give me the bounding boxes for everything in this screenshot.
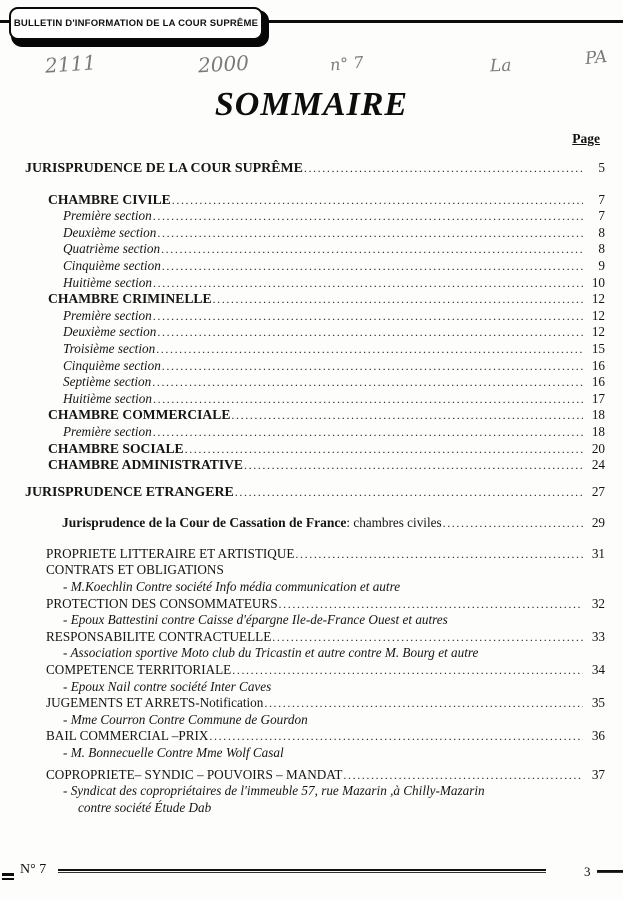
toc-list bbox=[25, 160, 605, 816]
toc-entry-label: CHAMBRE CRIMINELLE bbox=[48, 291, 212, 307]
toc-entry-label: - Association sportive Moto club du Tricastin et autre contre M. Bourg et autre bbox=[63, 645, 479, 661]
toc-entry-label: Septième section bbox=[63, 374, 152, 390]
dot-leader bbox=[213, 291, 583, 308]
dot-leader bbox=[153, 308, 583, 325]
toc-entry bbox=[25, 800, 605, 817]
bulletin-banner-label: BULLETIN D'INFORMATION DE LA COUR SUPRÊME bbox=[13, 18, 259, 29]
toc-entry bbox=[25, 515, 605, 532]
toc-entry-label: BAIL COMMERCIAL –PRIX bbox=[46, 728, 209, 744]
toc-entry-label: CHAMBRE SOCIALE bbox=[48, 440, 184, 456]
toc-entry-page: 27 bbox=[591, 483, 605, 499]
toc-entry bbox=[25, 484, 605, 502]
toc-entry-page: 29 bbox=[591, 515, 605, 531]
toc-entry bbox=[25, 612, 605, 629]
toc-entry-label: - Mme Courron Contre Commune de Gourdon bbox=[63, 711, 308, 727]
toc-entry bbox=[25, 358, 605, 375]
toc-entry-page: 15 bbox=[591, 340, 605, 356]
bulletin-banner bbox=[9, 7, 263, 40]
top-rule-right-segment bbox=[260, 20, 623, 23]
toc-entry-label: - Epoux Battestini contre Caisse d'épargne Ile-de-France Ouest et autres bbox=[63, 612, 448, 628]
dot-leader bbox=[162, 358, 583, 375]
toc-entry-label: Huitième section bbox=[63, 274, 152, 290]
toc-entry bbox=[25, 679, 605, 696]
dot-leader bbox=[272, 629, 583, 646]
toc-entry bbox=[25, 662, 605, 679]
toc-entry-label: Cinquième section bbox=[63, 257, 161, 273]
page-title: SOMMAIRE bbox=[214, 86, 409, 123]
toc-entry-label: PROTECTION DES CONSOMMATEURS bbox=[46, 595, 278, 611]
toc-entry bbox=[25, 208, 605, 225]
toc-entry bbox=[25, 341, 605, 358]
footer-rule-right bbox=[597, 870, 623, 873]
toc-entry bbox=[25, 275, 605, 292]
toc-entry bbox=[25, 546, 605, 563]
toc-entry-page: 8 bbox=[598, 224, 605, 240]
dot-leader bbox=[343, 767, 583, 784]
toc-entry-label: CONTRATS ET OBLIGATIONS bbox=[46, 562, 224, 578]
toc-entry-page: 8 bbox=[598, 241, 605, 257]
dot-leader bbox=[304, 160, 583, 177]
toc-entry bbox=[25, 374, 605, 391]
footer-left-mark bbox=[2, 873, 14, 880]
dot-leader bbox=[264, 695, 583, 712]
toc-entry bbox=[25, 596, 605, 613]
toc-entry-page: 7 bbox=[598, 191, 605, 207]
toc-entry-label: JURISPRUDENCE ETRANGERE bbox=[25, 484, 234, 500]
toc-entry-label: Deuxième section bbox=[63, 224, 157, 240]
footer-issue-number: N° 7 bbox=[20, 862, 47, 877]
dot-leader bbox=[443, 515, 583, 532]
toc-entry-label: contre société Étude Dab bbox=[78, 799, 212, 815]
toc-entry-page: 24 bbox=[591, 457, 605, 473]
toc-entry-page: 12 bbox=[591, 291, 605, 307]
dot-leader bbox=[244, 457, 583, 474]
toc-entry bbox=[25, 783, 605, 800]
toc-entry bbox=[25, 424, 605, 441]
toc-entry-label: JUGEMENTS ET ARRETS-Notification bbox=[46, 695, 264, 711]
toc-entry-label: RESPONSABILITE CONTRACTUELLE bbox=[46, 628, 272, 644]
dot-leader bbox=[172, 192, 583, 209]
toc-entry-label: COMPETENCE TERRITORIALE bbox=[46, 662, 232, 678]
toc-entry-label: Quatrième section bbox=[63, 241, 161, 257]
toc-entry bbox=[25, 192, 605, 209]
toc-entry-label: Huitième section bbox=[63, 390, 152, 406]
toc-entry-page: 36 bbox=[591, 728, 605, 744]
dot-leader bbox=[153, 208, 583, 225]
toc-entry bbox=[25, 645, 605, 662]
handwritten-note-5: PA bbox=[584, 46, 609, 70]
toc-entry-page: 35 bbox=[591, 695, 605, 711]
toc-entry-label: Jurisprudence de la Cour de Cassation de France bbox=[62, 515, 347, 531]
toc-entry bbox=[25, 712, 605, 729]
dot-leader bbox=[157, 324, 583, 341]
dot-leader bbox=[295, 546, 583, 563]
handwritten-note-1: 2111 bbox=[44, 50, 97, 78]
dot-leader bbox=[231, 407, 583, 424]
toc-entry bbox=[25, 407, 605, 424]
dot-leader bbox=[153, 391, 583, 408]
toc-entry bbox=[25, 225, 605, 242]
toc-entry-label: Première section bbox=[63, 208, 152, 224]
toc-entry bbox=[25, 291, 605, 308]
dot-leader bbox=[153, 424, 583, 441]
toc-entry-label: - M.Koechlin Contre société Info média communication et autre bbox=[63, 579, 401, 595]
toc-entry-label: CHAMBRE COMMERCIALE bbox=[48, 407, 231, 423]
dot-leader bbox=[161, 241, 583, 258]
dot-leader bbox=[185, 441, 583, 458]
toc-entry-page: 12 bbox=[591, 307, 605, 323]
dot-leader bbox=[157, 225, 583, 242]
toc-entry-page: 12 bbox=[591, 324, 605, 340]
toc-entry-page: 9 bbox=[598, 257, 605, 273]
toc-entry-page: 31 bbox=[591, 545, 605, 561]
toc-entry bbox=[25, 562, 605, 579]
toc-entry-label: Première section bbox=[63, 423, 152, 439]
toc-entry bbox=[25, 745, 605, 762]
dot-leader bbox=[279, 596, 583, 613]
toc-entry-label: - Syndicat des copropriétaires de l'immeuble 57, rue Mazarin ,à Chilly-Mazarin bbox=[63, 783, 485, 799]
handwritten-note-3: n° 7 bbox=[329, 52, 365, 75]
handwritten-note-2: 2000 bbox=[197, 50, 250, 78]
dot-leader bbox=[156, 341, 583, 358]
dot-leader bbox=[209, 728, 583, 745]
toc-entry bbox=[25, 241, 605, 258]
toc-entry-label: CHAMBRE CIVILE bbox=[48, 191, 171, 207]
toc-entry-page: 7 bbox=[598, 208, 605, 224]
dot-leader bbox=[153, 275, 583, 292]
toc-entry-sublabel: : chambres civiles bbox=[346, 515, 442, 531]
toc-entry bbox=[25, 258, 605, 275]
toc-entry-page: 32 bbox=[591, 595, 605, 611]
toc-entry-label: JURISPRUDENCE DE LA COUR SUPRÊME bbox=[25, 161, 303, 176]
toc-entry-label: Cinquième section bbox=[63, 357, 161, 373]
toc-entry-page: 33 bbox=[591, 628, 605, 644]
toc-entry bbox=[25, 324, 605, 341]
toc-entry bbox=[25, 441, 605, 458]
toc-entry-page: 16 bbox=[591, 374, 605, 390]
dot-leader bbox=[232, 662, 583, 679]
toc-entry bbox=[25, 695, 605, 712]
toc-entry-page: 10 bbox=[591, 274, 605, 290]
toc-entry-label: COPROPRIETE– SYNDIC – POUVOIRS – MANDAT bbox=[46, 766, 343, 782]
toc-entry-label: Deuxième section bbox=[63, 324, 157, 340]
toc-entry-page: 34 bbox=[591, 662, 605, 678]
dot-leader bbox=[152, 374, 583, 391]
handwritten-note-4: La bbox=[489, 55, 512, 77]
dot-leader bbox=[162, 258, 583, 275]
toc-entry bbox=[25, 308, 605, 325]
footer-rule bbox=[58, 869, 546, 873]
toc-entry bbox=[25, 457, 605, 474]
toc-entry-label: - Epoux Nail contre société Inter Caves bbox=[63, 678, 272, 694]
page-column-header: Page bbox=[572, 131, 600, 146]
toc-entry bbox=[25, 629, 605, 646]
toc-entry-label: - M. Bonnecuelle Contre Mme Wolf Casal bbox=[63, 745, 284, 760]
toc-entry-page: 5 bbox=[598, 160, 605, 175]
toc-entry-page: 17 bbox=[591, 390, 605, 406]
toc-entry-page: 18 bbox=[591, 407, 605, 423]
toc-entry bbox=[25, 767, 605, 784]
toc-entry-page: 37 bbox=[591, 766, 605, 782]
footer-page-number: 3 bbox=[584, 864, 591, 879]
toc-entry-page: 16 bbox=[591, 357, 605, 373]
toc-entry-label: CHAMBRE ADMINISTRATIVE bbox=[48, 457, 243, 473]
toc-entry-label: Troisième section bbox=[63, 340, 156, 356]
toc-entry-page: 20 bbox=[591, 440, 605, 456]
toc-entry-label: PROPRIETE LITTERAIRE ET ARTISTIQUE bbox=[46, 545, 295, 561]
toc-entry bbox=[25, 391, 605, 408]
toc-entry-label: Première section bbox=[63, 307, 152, 323]
toc-entry bbox=[25, 728, 605, 745]
dot-leader bbox=[235, 484, 583, 501]
toc-entry bbox=[25, 579, 605, 596]
toc-entry bbox=[25, 160, 605, 178]
toc-entry-page: 18 bbox=[591, 423, 605, 439]
